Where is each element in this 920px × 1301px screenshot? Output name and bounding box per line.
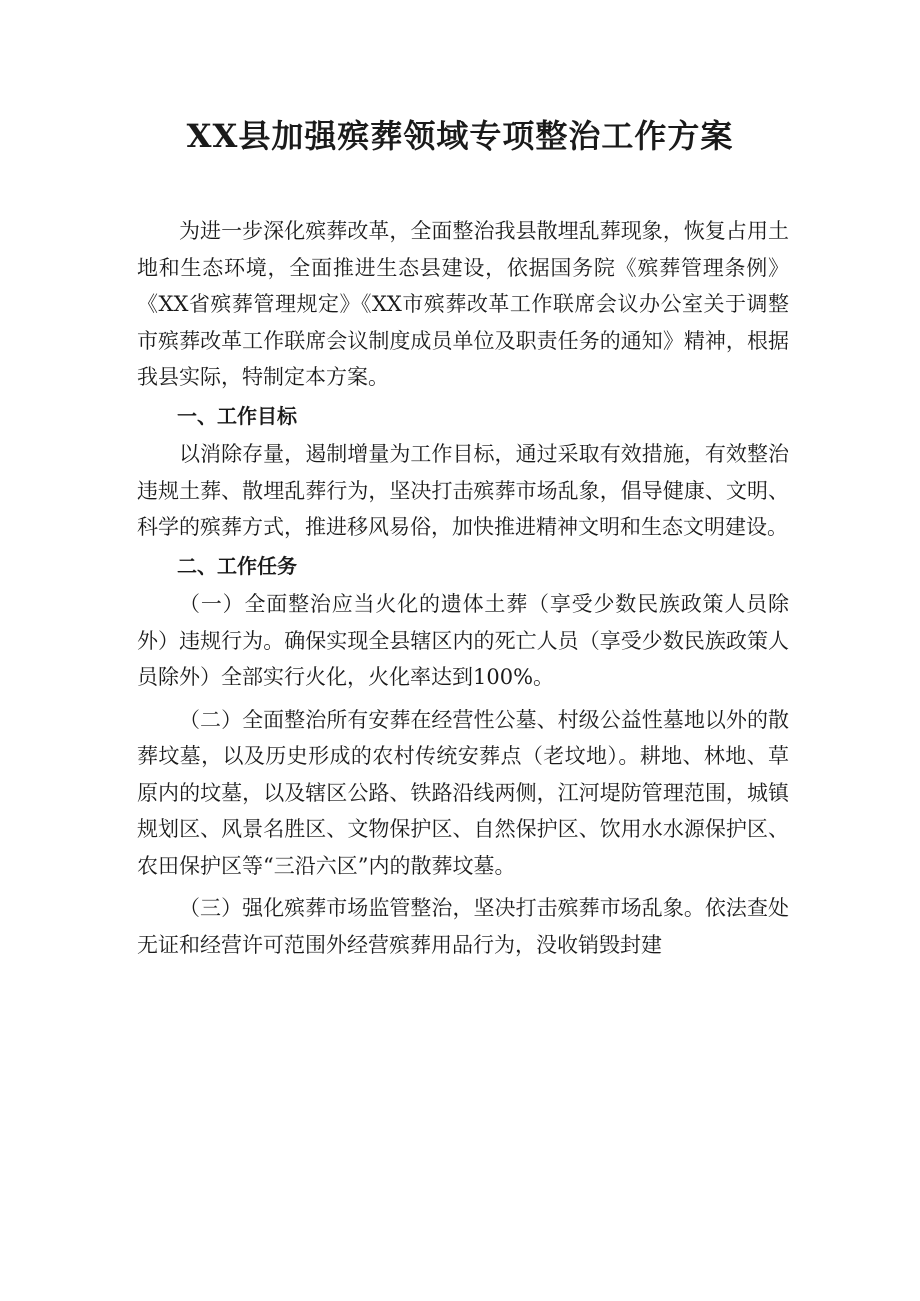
document-body — [137, 213, 789, 963]
task-item-2: （二）全面整治所有安葬在经营性公墓、村级公益性墓地以外的散葬坟墓，以及历史形成的农村传统安葬点（老坟地）。耕地、林地、草原内的坟墓，以及辖区公路、铁路沿线两侧，江河堤防管理范围，城镇规划区、风景名胜区、文物保护区、自然保护区、饮用水水源保护区、农田保护区等“三沿六区”内的散葬坟墓。 — [137, 707, 789, 878]
section-heading-goals: 一、工作目标 — [177, 403, 297, 428]
section-heading-tasks: 二、工作任务 — [177, 553, 297, 578]
document-title: XX县加强殡葬领域专项整治工作方案 — [186, 117, 734, 155]
task-item-1: （一）全面整治应当火化的遗体土葬（享受少数民族政策人员除外）违规行为。确保实现全县辖区内的死亡人员（享受少数民族政策人员除外）全部实行火化，火化率达到100%。 — [137, 592, 789, 689]
task-item-3: （三）强化殡葬市场监管整治，坚决打击殡葬市场乱象。依法查处无证和经营许可范围外经营殡葬用品行为，没收销毁封建 — [137, 896, 789, 957]
intro-paragraph: 为进一步深化殡葬改革，全面整治我县散埋乱葬现象，恢复占用土地和生态环境，全面推进生态县建设，依据国务院《殡葬管理条例》《XX省殡葬管理规定》《XX市殡葬改革工作联席会议办公室关于调整市殡葬改革工作联席会议制度成员单位及职责任务的通知》精神，根据我县实际，特制定本方案。 — [137, 219, 789, 389]
goals-paragraph: 以消除存量，遏制增量为工作目标，通过采取有效措施，有效整治违规土葬、散埋乱葬行为，坚决打击殡葬市场乱象，倡导健康、文明、科学的殡葬方式，推进移风易俗，加快推进精神文明和生态文明建设。 — [137, 442, 789, 539]
